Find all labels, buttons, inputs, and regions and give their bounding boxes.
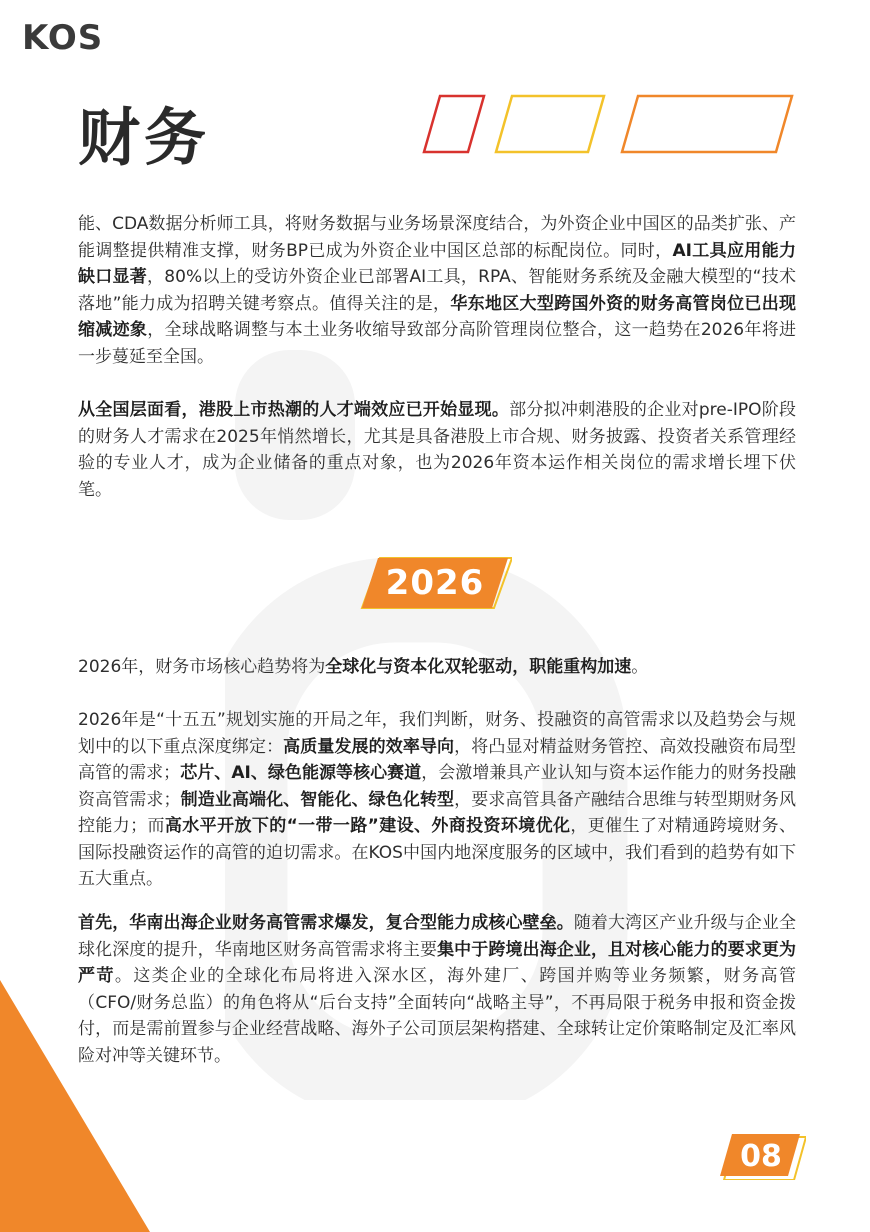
paragraph-hk-listing xyxy=(78,397,796,503)
text-segment: 能、CDA数据分析师工具，将财务数据与业务场景深度结合，为外资企业中国区的品类扩张、产能调整提供精准支撑，财务BP已成为外资企业中国区总部的标配岗位。同时， xyxy=(78,214,796,261)
year-badge: 2026 xyxy=(385,563,485,603)
bold-text-segment: AI工具应用能力缺口显著 xyxy=(78,240,796,287)
paragraph-finance-skills xyxy=(78,211,796,370)
text-segment: ，要求高管具备产融结合思维与转型期财务风控能力；而 xyxy=(78,789,797,836)
text-segment: ，更催生了对精通跨境财务、国际投融资运作的高管的迫切需求。在KOS中国内地深度服务的区域中，我们看到的趋势有如下五大重点。 xyxy=(78,816,796,889)
text-segment: 随着大湾区产业升级与企业全球化深度的提升，华南地区财务高管需求将主要 xyxy=(78,913,796,960)
bold-text-segment: 华东地区大型跨国外资的财务高管岗位已出现缩减迹象 xyxy=(78,293,797,340)
paragraph-south-china xyxy=(78,910,796,1069)
bold-text-segment: 全球化与资本化双轮驱动，职能重构加速 xyxy=(325,657,632,677)
text-segment: ，80%以上的受访外资企业已部署AI工具，RPA、智能财务系统及金融大模型的“技术落地”能力成为招聘关键考察点。值得关注的是， xyxy=(78,267,797,314)
text-segment: 2026年，财务市场核心趋势将为 xyxy=(78,657,326,677)
parallelogram-decor xyxy=(420,92,800,156)
bold-text-segment: 高质量发展的效率导向 xyxy=(283,736,455,757)
text-segment: 。这类企业的全球化布局将进入深水区，海外建厂、跨国并购等业务频繁，财务高管（CFO/财务总监）的角色将从“后台支持”全面转向“战略主导”，不再局限于税务申报和资金拨付，而是需前置参与企业经营战略、海外子公司顶层架构搭建、全球转让定价策略制定及汇率风险对冲等关键环节。 xyxy=(78,966,797,1066)
bold-text-segment: 制造业高端化、智能化、绿色化转型 xyxy=(180,789,455,810)
bold-text-segment: 首先，华南出海企业财务高管需求爆发，复合型能力成核心壁垒。 xyxy=(78,913,574,933)
bold-text-segment: 集中于跨境出海企业，且对核心能力的要求更为严苛 xyxy=(78,939,797,986)
paragraph-trend-summary xyxy=(78,654,796,681)
page-title: 财务 xyxy=(78,101,211,174)
page-number: 08 xyxy=(740,1138,782,1174)
paragraph-policy-binding xyxy=(78,707,796,893)
text-segment: 部分拟冲刺港股的企业对pre-IPO阶段的财务人才需求在2025年悄然增长，尤其是具备港股上市合规、财务披露、投资者关系管理经验的专业人才，成为企业储备的重点对象，也为2026年资本运作相关岗位的需求增长埋下伏笔。 xyxy=(78,400,796,500)
bold-text-segment: 芯片、AI、绿色能源等核心赛道 xyxy=(180,763,422,783)
bold-text-segment: 高水平开放下的“一带一路”建设、外商投资环境优化 xyxy=(164,816,571,836)
text-segment: 。 xyxy=(631,657,649,677)
kos-logo: KOS xyxy=(22,18,104,58)
text-segment: ，将凸显对精益财务管控、高效投融资布局型高管的需求； xyxy=(78,736,797,783)
text-segment: ，全球战略调整与本土业务收缩导致部分高阶管理岗位整合，这一趋势在2026年将进一步蔓延至全国。 xyxy=(78,320,797,367)
text-segment: ，会激增兼具产业认知与资本运作能力的财务投融资高管需求； xyxy=(78,763,797,810)
text-segment: 2026年是“十五五”规划实施的开局之年，我们判断，财务、投融资的高管需求以及趋势会与规划中的以下重点深度绑定： xyxy=(78,710,796,757)
bold-text-segment: 从全国层面看，港股上市热潮的人才端效应已开始显现。 xyxy=(78,400,510,420)
